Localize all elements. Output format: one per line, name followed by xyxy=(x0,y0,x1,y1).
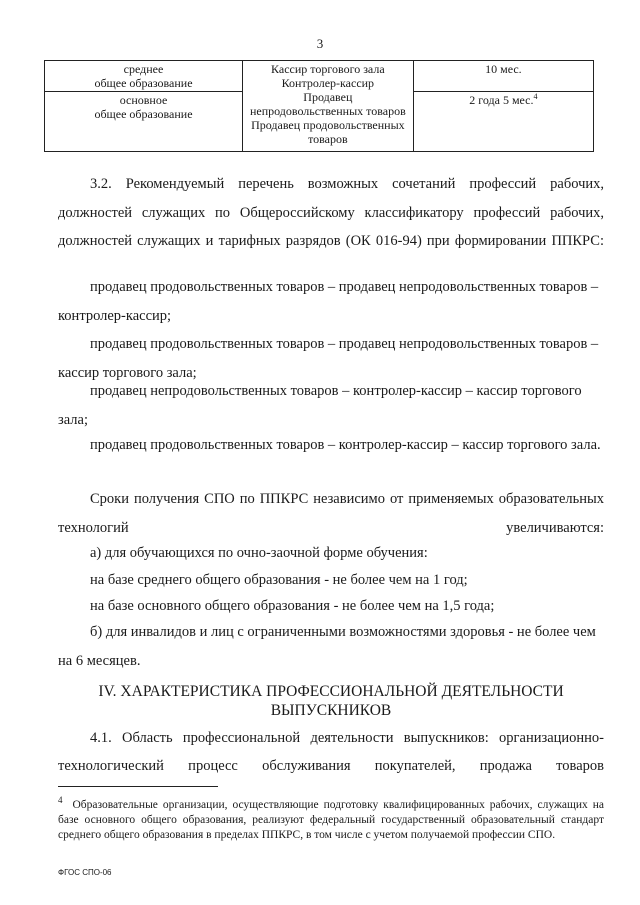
table-row xyxy=(45,61,594,92)
section-4-1-line1: 4.1. Область профессиональной деятельности выпускников: организационно- xyxy=(90,730,604,746)
combination-item: продавец продовольственных товаров – продавец непродовольственных товаров – контролер-кассир; xyxy=(58,279,599,324)
term-a2: на базе основного общего образования - не более чем на 1,5 года; xyxy=(90,598,495,614)
education-line: общее образование xyxy=(94,107,193,121)
footnote-divider xyxy=(58,786,218,787)
combination-item: продавец продовольственных товаров – контролер-кассир – кассир торгового зала. xyxy=(90,437,601,453)
footnote xyxy=(58,793,604,843)
profession-line: непродовольственных товаров xyxy=(249,104,406,118)
education-cell xyxy=(45,92,243,152)
footer-code: ФГОС СПО-06 xyxy=(58,868,112,877)
section-4-title-line2: ВЫПУСКНИКОВ xyxy=(270,702,392,719)
footnote-text: Образовательные организации, осуществляющие подготовку квалифицированных рабочих, служащих на базе основного общего образования, реализуют федеральный государственный образовательный стандарт среднего общего образования в пределах ППКРС, в том числе с учетом получаемой профессии СПО. xyxy=(58,798,605,841)
profession-table xyxy=(44,60,594,152)
professions-cell xyxy=(242,61,413,152)
page-number: 3 xyxy=(316,36,324,51)
profession-line: Кассир торгового зала xyxy=(271,62,385,76)
section-4-1-line2: технологический процесс обслуживания покупателей, продажа товаров xyxy=(58,758,604,774)
terms-paragraph: Сроки получения СПО по ППКРС независимо от применяемых образовательных технологий увеличиваются: xyxy=(58,491,604,536)
footnote-ref: 4 xyxy=(533,92,538,101)
profession-line: Контролер-кассир xyxy=(281,76,375,90)
term-a: а) для обучающихся по очно-заочной форме обучения: xyxy=(90,545,428,561)
education-line: среднее xyxy=(123,62,164,76)
duration-cell xyxy=(413,61,593,92)
duration-value: 2 года 5 мес. xyxy=(469,93,534,107)
combination-item: продавец продовольственных товаров – продавец непродовольственных товаров – кассир торгового зала; xyxy=(58,336,599,381)
duration-value: 10 мес. xyxy=(485,62,522,76)
education-line: основное xyxy=(119,93,168,107)
profession-line: Продавец продовольственных xyxy=(251,118,405,132)
education-cell xyxy=(45,61,243,92)
education-line: общее образование xyxy=(94,76,193,90)
term-a1: на базе среднего общего образования - не более чем на 1 год; xyxy=(90,572,468,588)
duration-cell xyxy=(413,92,593,152)
profession-line: Продавец xyxy=(303,90,353,104)
footnote-number: 4 xyxy=(58,795,63,805)
term-b: б) для инвалидов и лиц с ограниченными возможностями здоровья - не более чем на 6 месяцев. xyxy=(58,624,596,669)
combination-item: продавец непродовольственных товаров – контролер-кассир – кассир торгового зала; xyxy=(58,383,582,428)
section-3-2-intro: 3.2. Рекомендуемый перечень возможных сочетаний профессий рабочих, должностей служащих по Общероссийскому классификатору профессий рабочих, должностей служащих и тарифных разрядов (ОК 016-94) при формировании ППКРС: xyxy=(58,176,604,249)
profession-line: товаров xyxy=(308,132,348,146)
section-4-title-line1: IV. ХАРАКТЕРИСТИКА ПРОФЕССИОНАЛЬНОЙ ДЕЯТЕЛЬНОСТИ xyxy=(98,683,564,700)
